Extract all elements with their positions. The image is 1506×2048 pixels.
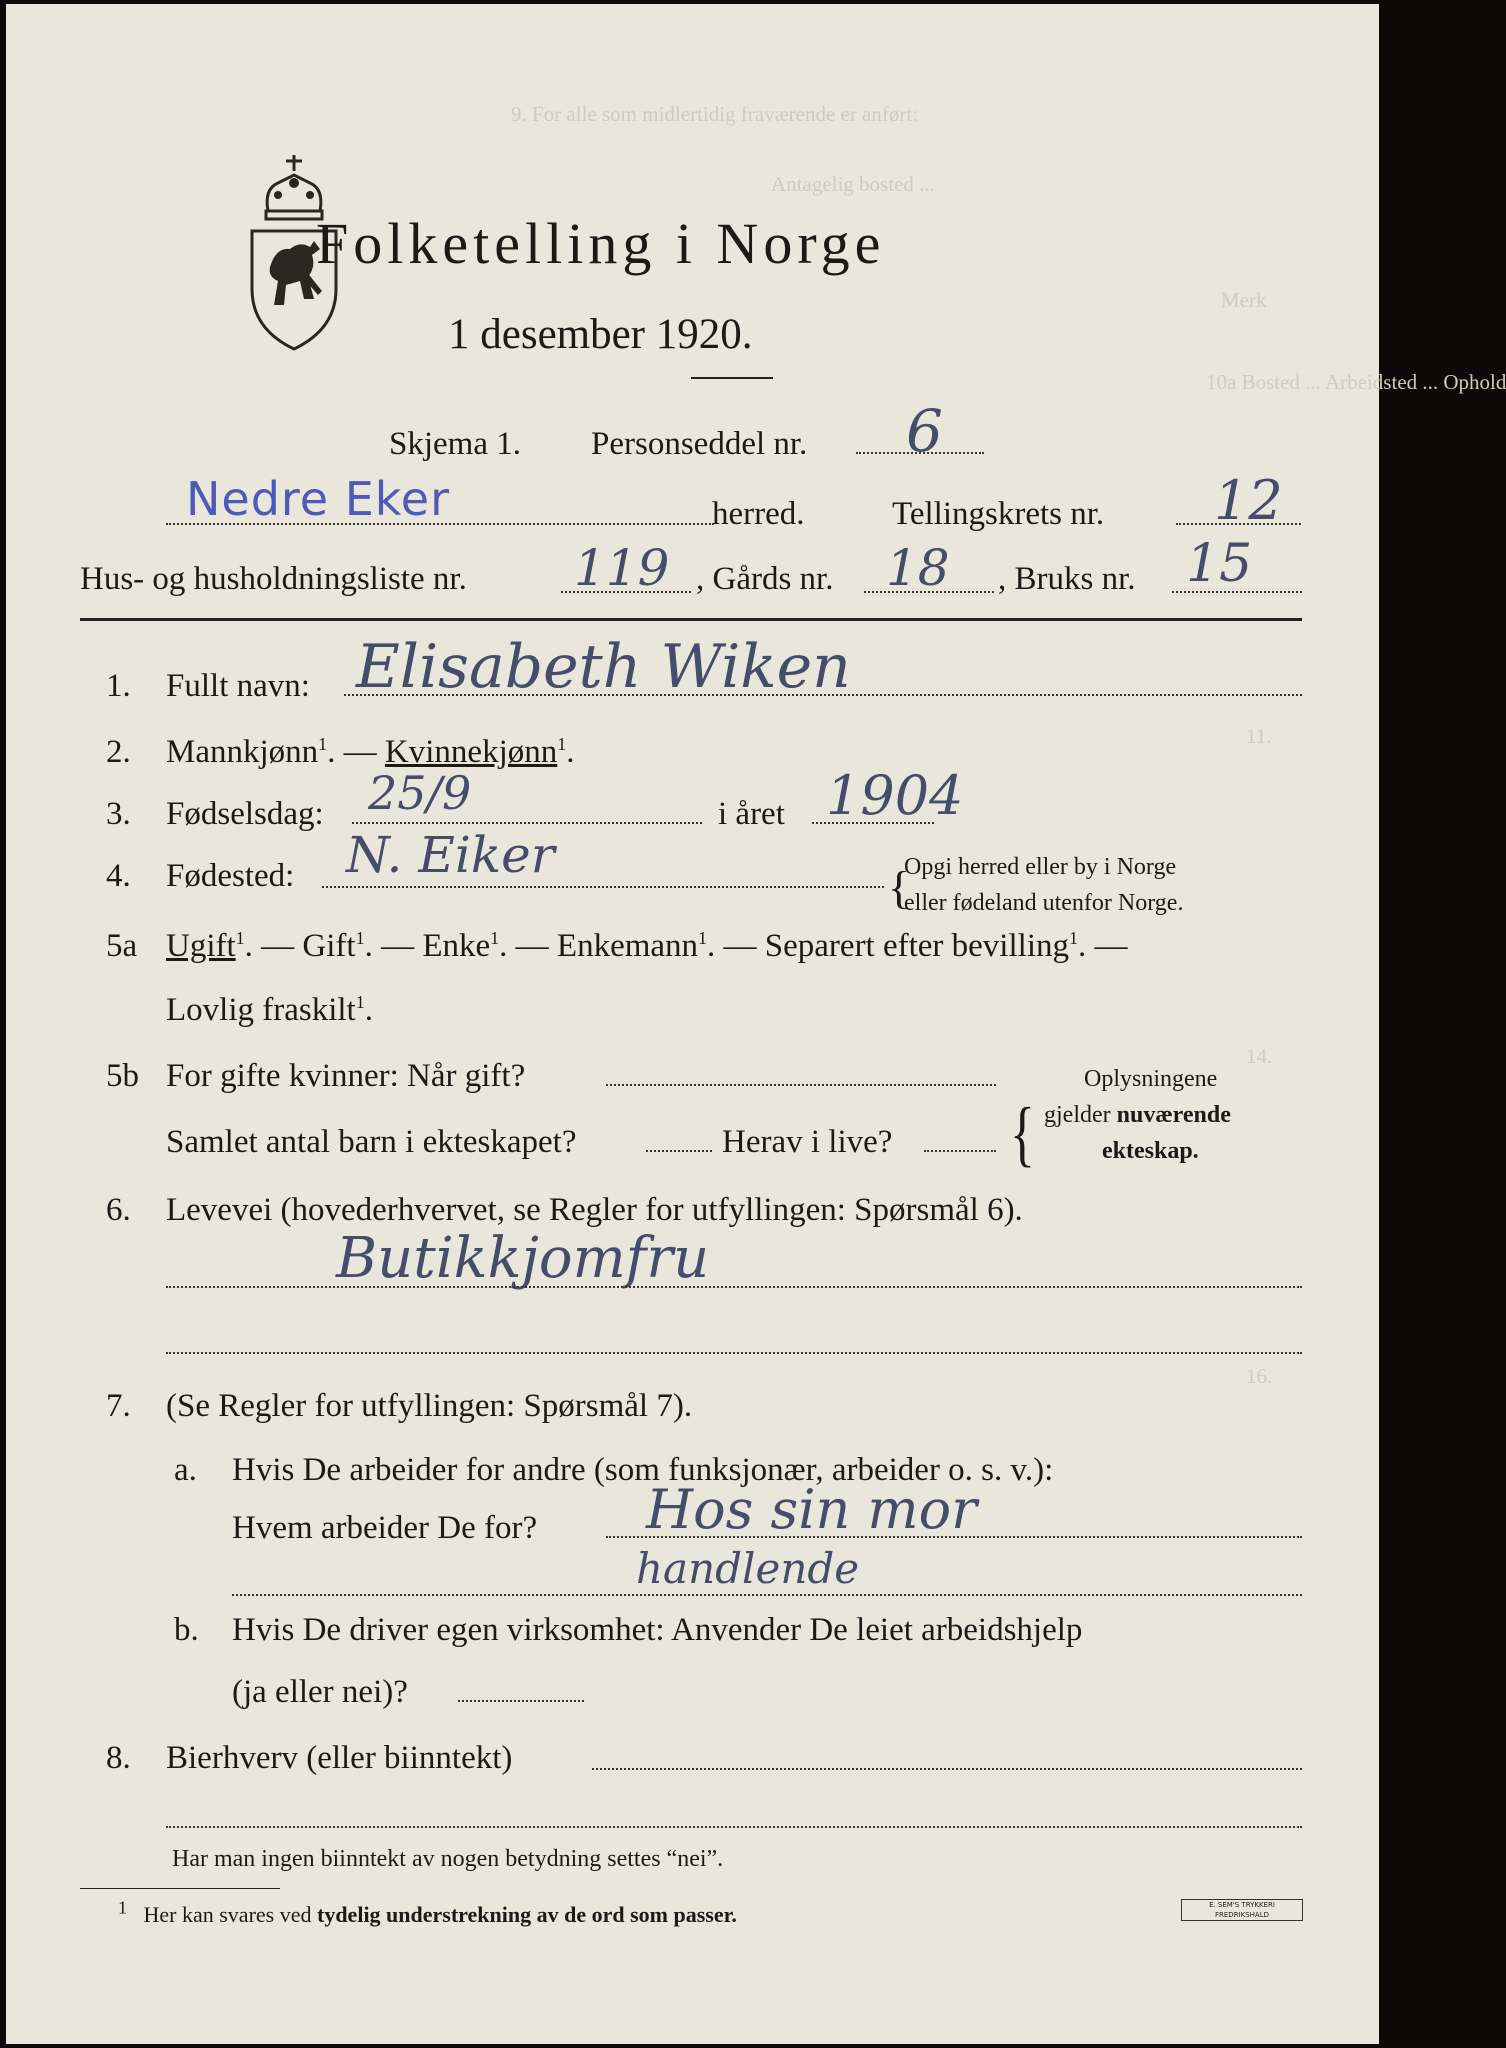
husholdningsliste-number: 119 (574, 539, 670, 597)
q3-day-answer: 25/9 (368, 766, 472, 820)
q4-brace: { (888, 862, 911, 913)
q8-label: Bierhverv (eller biinntekt) (166, 1740, 513, 1776)
q3-year-label: i året (718, 796, 785, 832)
q5b-number: 5b (106, 1058, 139, 1094)
q7a-label2: Hvem arbeider De for? (232, 1510, 538, 1546)
q5b-label2: Samlet antal barn i ekteskapet? (166, 1124, 577, 1160)
bleed-through-2: Antagelig bosted ... (771, 172, 935, 196)
q5a-options-line2: Lovlig fraskilt$^1$. (166, 992, 373, 1028)
bleed-through-1: 9. For alle som midlertidig fraværende er anført: (511, 102, 919, 126)
q7b-letter: b. (174, 1612, 199, 1648)
q1-answer: Elisabeth Wiken (356, 632, 851, 702)
q3-label: Fødselsdag: (166, 796, 324, 832)
q8-number: 8. (106, 1740, 131, 1776)
q6-label: Levevei (hovederhvervet, se Regler for utfyllingen: Spørsmål 6). (166, 1192, 1023, 1228)
q7b-label1: Hvis De driver egen virksomhet: Anvender De leiet arbeidshjelp (232, 1612, 1083, 1648)
bleed-through-5: 11. (1246, 724, 1272, 748)
q1-label: Fullt navn: (166, 668, 310, 704)
form-date: 1 desember 1920. (448, 311, 753, 358)
q3-year-answer: 1904 (826, 764, 964, 827)
q4-answer: N. Eiker (346, 826, 555, 884)
tellingskrets-number: 12 (1214, 469, 1283, 532)
q5b-label3: Herav i live? (722, 1124, 893, 1160)
q6-number: 6. (106, 1192, 131, 1228)
q5a-options: Ugift$^1$. — Gift$^1$. — Enke$^1$. — Enkemann$^1$. — Separert efter bevilling$^1$. — (166, 928, 1128, 964)
title-divider (691, 377, 773, 379)
bleed-through-7: 16. (1246, 1364, 1273, 1388)
tellingskrets-label: Tellingskrets nr. (892, 496, 1105, 532)
herred-stamp: Nedre Eker (186, 472, 451, 526)
q2-selected-option: Kvinnekjønn (384, 734, 558, 770)
personseddel-label: Personseddel nr. (591, 426, 808, 462)
q5a-number: 5a (106, 928, 138, 964)
skjema-label: Skjema 1. (389, 426, 521, 462)
q7a-letter: a. (174, 1452, 197, 1488)
bruks-label: , Bruks nr. (998, 561, 1136, 597)
footnote: $^1$ Her kan svares ved tydelig understrekning av de ord som passer. (118, 1897, 737, 1927)
q7a-label1: Hvis De arbeider for andre (som funksjonær, arbeider o. s. v.): (232, 1452, 1054, 1488)
q2-number: 2. (106, 734, 131, 770)
gards-number: 18 (886, 539, 950, 597)
header-rule (80, 618, 1302, 621)
q4-number: 4. (106, 858, 131, 894)
bottom-note: Har man ingen biinntekt av nogen betydning settes “nei”. (172, 1846, 724, 1872)
bleed-through-3: Merk (1221, 288, 1267, 312)
q7b-label2: (ja eller nei)? (232, 1674, 408, 1710)
q1-number: 1. (106, 668, 131, 704)
q5b-brace: { (1010, 1094, 1035, 1175)
q4-note-line2: eller fødeland utenfor Norge. (904, 890, 1184, 916)
q4-note-line1: Opgi herred eller by i Norge (904, 854, 1177, 880)
q3-number: 3. (106, 796, 131, 832)
bleed-through-4: 10a Bosted ... Arbeidsted ... Ophold (1206, 370, 1506, 394)
q7-number: 7. (106, 1388, 131, 1424)
bruks-number: 15 (1186, 534, 1253, 594)
form-title: Folketelling i Norge (316, 211, 886, 276)
herred-label: herred. (712, 496, 805, 532)
printer-stamp: E. SEM'S TRYKKERI FREDRIKSHALD (1181, 1899, 1303, 1921)
q5b-label1: For gifte kvinner: Når gift? (166, 1058, 526, 1094)
q5b-note-line2: gjelder nuværende (1044, 1102, 1231, 1128)
bleed-through-6: 14. (1246, 1044, 1273, 1068)
q5a-selected-option: Ugift (166, 928, 236, 964)
q7a-answer-line2: handlende (636, 1544, 860, 1593)
census-form-page (6, 4, 1506, 2044)
footnote-rule (80, 1888, 280, 1889)
q6-answer: Butikkjomfru (336, 1226, 710, 1291)
q7a-answer-line1: Hos sin mor (646, 1478, 977, 1541)
q2-label: Mannkjønn$^1$. — Kvinnekjønn$^1$. (166, 734, 575, 770)
q5b-note-line3: ekteskap. (1102, 1138, 1199, 1164)
q7-label: (Se Regler for utfyllingen: Spørsmål 7). (166, 1388, 693, 1424)
gards-label: , Gårds nr. (696, 561, 834, 597)
q4-label: Fødested: (166, 858, 295, 894)
personseddel-number: 6 (906, 397, 943, 465)
q5b-note-line1: Oplysningene (1084, 1066, 1218, 1092)
husholdningsliste-label: Hus- og husholdningsliste nr. (80, 561, 467, 597)
